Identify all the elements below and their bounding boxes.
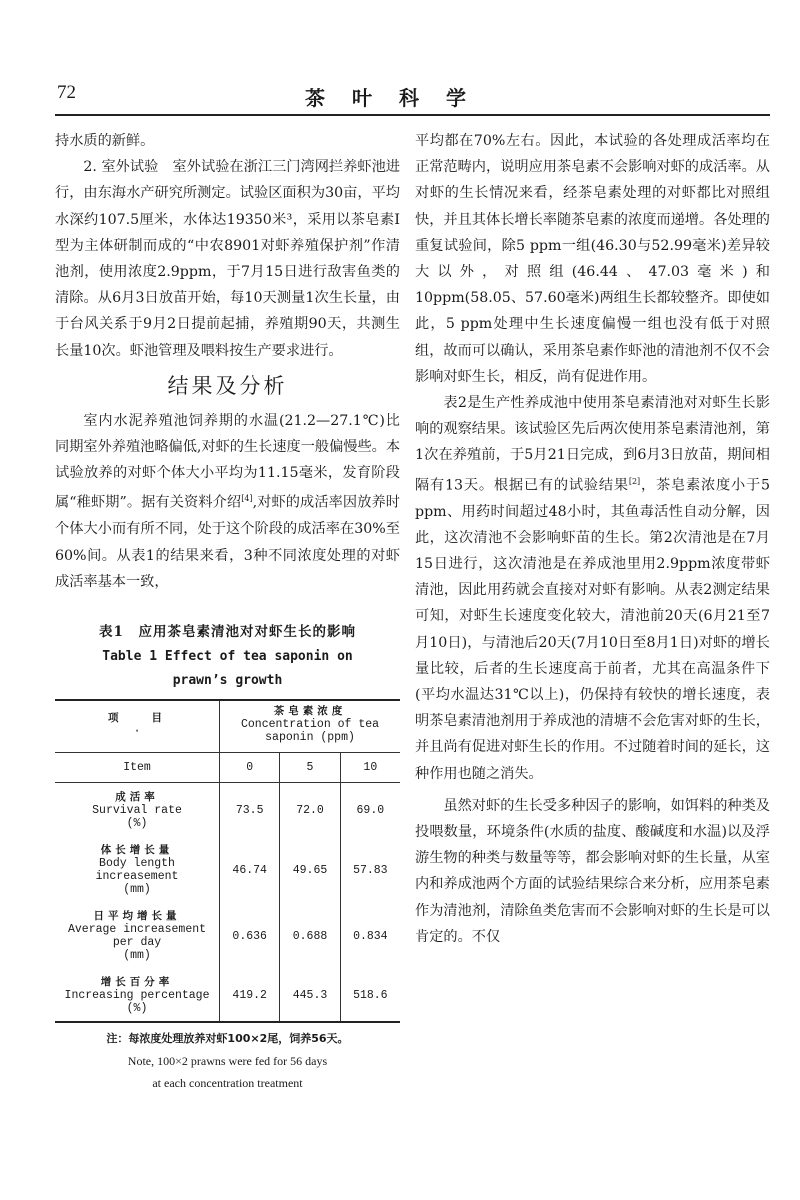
cell: 518.6 bbox=[340, 968, 400, 1022]
results-table bbox=[55, 699, 400, 1023]
cell: 46.74 bbox=[220, 836, 280, 902]
cell: 73.5 bbox=[220, 783, 280, 837]
cell: 445.3 bbox=[280, 968, 340, 1022]
text-span: ,对虾的成活率因放养时个体大小而有所不同，处于这个阶段的成活率在30%至60%间。从表1的结果来看，3种不同浓度处理的对虾成活率基本一致， bbox=[55, 495, 400, 590]
row-label: 成活率 Survival rate (%) bbox=[92, 791, 182, 831]
header-rule bbox=[55, 114, 770, 116]
row-label: 增长百分率 Increasing percentage (%) bbox=[64, 976, 210, 1016]
paragraph: 平均都在70%左右。因此，本试验的各处理成活率均在正常范畴内，说明应用茶皂素不会影响对虾的成活率。从对虾的生长情况来看，经茶皂素处理的对虾都比对照组快，并且其体长增长率随茶皂素的浓度而递增。各处理的重复试验间，除5 ppm一组(46.30与52.99毫米)差异较大以外，对照组(46.44、47.03毫米)和10ppm(58.05、57.60毫米)两组生长都较整齐。即使如此，5 ppm处理中生长速度偏慢一组也没有低于对照组，故而可以确认，采用茶皂素作虾池的清池剂不仅不会影响对虾生长，相反，尚有促进作用。 bbox=[415, 133, 770, 385]
conc-0: 0 bbox=[220, 753, 280, 783]
paragraph: 2. 室外试验 室外试验在浙江三门湾网拦养虾池进行，由东海水产研究所测定。试验区面积为30亩，平均水深约107.5厘米，水体达19350米³，采用以茶皂素Ⅰ型为主体研制而成的“中农8901对虾养殖保护剂”作清池剂，使用浓度2.9ppm，于7月15日进行敌害鱼类的清除。从6月3日放苗开始，每10天测量1次生长量，由于台风关系于9月2日提前起捕，养殖期90天，共测生长量10次。虾池管理及喂料按生产要求进行。 bbox=[55, 159, 400, 359]
left-column bbox=[55, 128, 400, 1094]
table-row bbox=[55, 968, 400, 1022]
table-note-cn: 注：每浓度处理放养对虾100×2尾，饲养56天。 bbox=[106, 1032, 349, 1046]
page-number: 72 bbox=[57, 82, 76, 103]
table-note-en-line2: at each concentration treatment bbox=[152, 1076, 303, 1091]
cell: 0.636 bbox=[220, 902, 280, 968]
header-item-cn: 项 目 · bbox=[108, 711, 167, 738]
table-row bbox=[55, 836, 400, 902]
journal-title: 茶叶科学 bbox=[305, 86, 493, 110]
header-conc-cn: 茶皂素浓度 bbox=[273, 705, 347, 718]
table-row bbox=[55, 902, 400, 968]
row-label: 体长增长量 Body length increasement (mm) bbox=[95, 844, 179, 897]
paragraph: 虽然对虾的生长受多种因子的影响，如饵料的种类及投喂数量，环境条件(水质的盐度、酸碱度和水温)以及浮游生物的种类与数量等等，都会影响对虾的生长量，从室内和养成池两个方面的试验结果综合来分析，应用茶皂素作为清池剂，清除鱼类危害而不会影响对虾的生长是可以肯定的。不仅 bbox=[415, 797, 770, 945]
row-label: 日平均增长量 Average increasement per day (mm) bbox=[68, 910, 207, 963]
text-span: 表2是生产性养成池中使用茶皂素清池对对虾生长影响的观察结果。该试验区先后两次使用茶皂素清池剂，第1次在养殖前，于5月21日完成，到6月3日放苗，期间相隔有13天。根据已有的试验结果 bbox=[415, 395, 770, 494]
cell: 49.65 bbox=[280, 836, 340, 902]
table-note-en-line1: Note, 100×2 prawns were fed for 56 days bbox=[127, 1054, 328, 1069]
table-row bbox=[55, 783, 400, 837]
right-column bbox=[415, 128, 770, 950]
header-concentration bbox=[220, 700, 400, 753]
cell: 69.0 bbox=[340, 783, 400, 837]
header-item-en: Item bbox=[55, 753, 220, 783]
cell: 57.83 bbox=[340, 836, 400, 902]
section-heading: 结果及分析 bbox=[167, 373, 288, 398]
citation: [4] bbox=[241, 494, 253, 504]
paragraph bbox=[415, 390, 770, 787]
text-span: 室内水泥养殖池饲养期的水温(21.2—27.1℃)比同期室外养殖池略偏低,对虾的生长速度一般偏慢些。本试验放养的对虾个体大小平均为11.15毫米，发育阶段属“稚虾期”。据有关资料介绍 bbox=[55, 412, 401, 512]
paragraph bbox=[55, 408, 400, 595]
cell: 0.688 bbox=[280, 902, 340, 968]
cell: 0.834 bbox=[340, 902, 400, 968]
page-header bbox=[55, 82, 770, 112]
paragraph: 持水质的新鲜。 bbox=[55, 133, 155, 149]
table-caption-en-line1: Table 1 Effect of tea saponin on bbox=[102, 649, 353, 665]
conc-10: 10 bbox=[340, 753, 400, 783]
conc-5: 5 bbox=[280, 753, 340, 783]
table-caption-cn: 表1 应用茶皂素清池对对虾生长的影响 bbox=[99, 623, 356, 640]
header-conc-en: Concentration of tea saponin (ppm) bbox=[241, 718, 380, 745]
cell: 419.2 bbox=[220, 968, 280, 1022]
cell: 72.0 bbox=[280, 783, 340, 837]
table-caption-en-line2: prawn’s growth bbox=[172, 673, 283, 689]
text-span: ，茶皂素浓度小于5 ppm、用药时间超过48小时，其鱼毒活性自动分解，因此，这次清池不会影响虾苗的生长。第2次清池是在7月15日进行，这次清池是在养成池里用2.9ppm浓度带虾清池，因此用药就会直接对对虾有影响。从表2测定结果可知，对虾生长速度变化较大，清池前20天(6月21至7月10日)，与清池后20天(7月10日至8月1日)对虾的增长量比较，后者的生长速度高于前者，尤其在高温条件下(平均水温达31℃以上)，仍保持有较快的增长速度，表明茶皂素清池剂用于养成池的清塘不会危害对虾的生长，并且尚有促进对虾生长的作用。不过随着时间的延长，这种作用也随之消失。 bbox=[415, 477, 771, 782]
citation: [2] bbox=[628, 476, 641, 486]
